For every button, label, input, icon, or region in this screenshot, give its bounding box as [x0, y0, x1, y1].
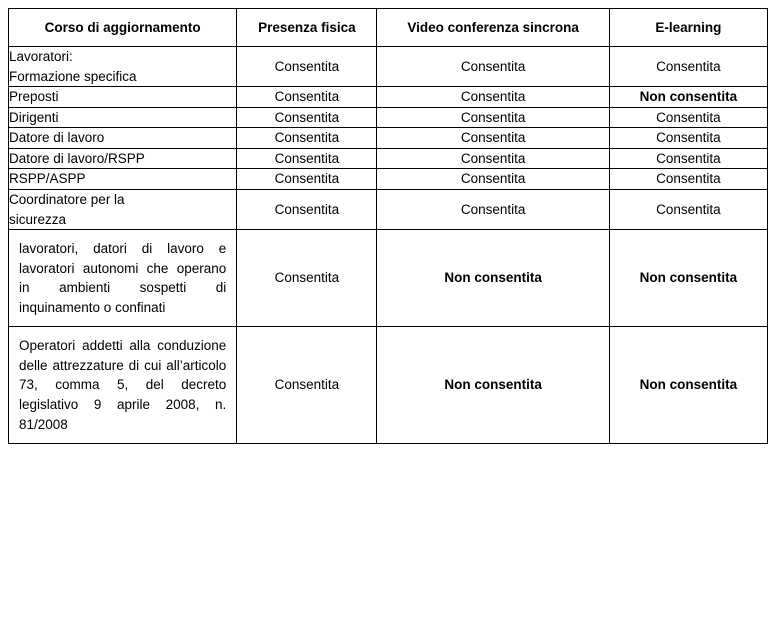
elearning-cell: Non consentita [609, 230, 767, 327]
course-name-line: RSPP/ASPP [9, 171, 86, 187]
presenza-fisica-cell: Consentita [237, 87, 377, 108]
video-conferenza-cell: Non consentita [377, 327, 609, 444]
course-name-line: Lavoratori: [9, 49, 73, 64]
course-name-cell [9, 47, 237, 87]
course-name-line: Dirigenti [9, 109, 59, 125]
column-header-video-conferenza: Video conferenza sincrona [377, 9, 609, 47]
table-body [9, 47, 768, 444]
presenza-fisica-cell: Consentita [237, 148, 377, 169]
table-row [9, 128, 768, 149]
video-conferenza-cell: Consentita [377, 169, 609, 190]
course-name-line: lavoratori, datori di lavoro e lavoratori autonomi che operano in ambienti sospetti di inquinamento o confinati [19, 241, 227, 315]
presenza-fisica-cell: Consentita [237, 47, 377, 87]
elearning-cell: Consentita [609, 128, 767, 149]
table-row [9, 87, 768, 108]
video-conferenza-cell: Non consentita [377, 230, 609, 327]
course-name-line: Coordinatore per la [9, 191, 125, 207]
video-conferenza-cell: Consentita [377, 107, 609, 128]
column-header-elearning: E-learning [609, 9, 767, 47]
course-name-line: Preposti [9, 89, 59, 105]
course-name-line: Datore di lavoro [9, 130, 105, 146]
course-name-cell [9, 87, 237, 108]
document-page [0, 8, 776, 624]
elearning-cell: Non consentita [609, 327, 767, 444]
course-name-line: sicurezza [9, 211, 67, 227]
elearning-cell: Consentita [609, 189, 767, 229]
table-header [9, 9, 768, 47]
course-name-line: Datore di lavoro/RSPP [9, 150, 145, 166]
column-header-course: Corso di aggiornamento [9, 9, 237, 47]
course-name-cell [9, 128, 237, 149]
video-conferenza-cell: Consentita [377, 87, 609, 108]
presenza-fisica-cell: Consentita [237, 128, 377, 149]
column-header-presenza-fisica: Presenza fisica [237, 9, 377, 47]
presenza-fisica-cell: Consentita [237, 107, 377, 128]
table-row [9, 47, 768, 87]
elearning-cell: Consentita [609, 107, 767, 128]
presenza-fisica-cell: Consentita [237, 327, 377, 444]
video-conferenza-cell: Consentita [377, 47, 609, 87]
table-row [9, 169, 768, 190]
video-conferenza-cell: Consentita [377, 128, 609, 149]
video-conferenza-cell: Consentita [377, 189, 609, 229]
table-row [9, 148, 768, 169]
presenza-fisica-cell: Consentita [237, 230, 377, 327]
course-name-cell [9, 230, 237, 327]
course-name-cell [9, 169, 237, 190]
table-row [9, 107, 768, 128]
presenza-fisica-cell: Consentita [237, 189, 377, 229]
elearning-cell: Non consentita [609, 87, 767, 108]
table-row [9, 230, 768, 327]
course-name-cell [9, 327, 237, 444]
table-row [9, 327, 768, 444]
course-name-line: Formazione specifica [9, 68, 137, 84]
training-course-table [8, 8, 768, 444]
table-row [9, 189, 768, 229]
course-name-cell [9, 189, 237, 229]
elearning-cell: Consentita [609, 47, 767, 87]
table-header-row [9, 9, 768, 47]
elearning-cell: Consentita [609, 148, 767, 169]
course-name-cell [9, 148, 237, 169]
presenza-fisica-cell: Consentita [237, 169, 377, 190]
elearning-cell: Consentita [609, 169, 767, 190]
course-name-line: Operatori addetti alla conduzione delle attrezzature di cui all’articolo 73, comma 5, del decreto legislativo 9 aprile 2008, n. 81/2008 [19, 338, 227, 432]
course-name-cell [9, 107, 237, 128]
video-conferenza-cell: Consentita [377, 148, 609, 169]
